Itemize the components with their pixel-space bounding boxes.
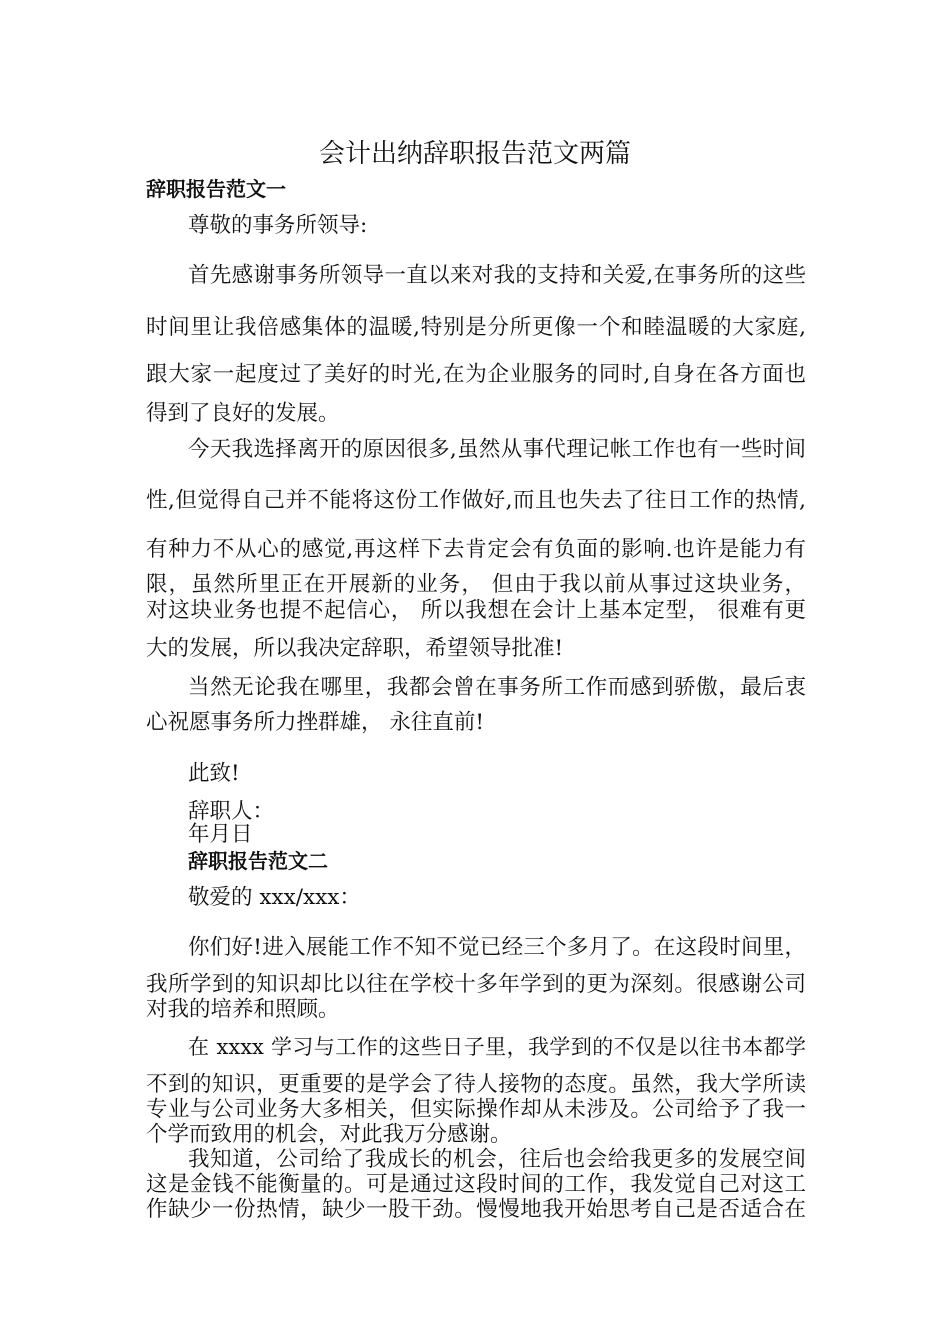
page-title: 会计出纳辞职报告范文两篇	[318, 139, 631, 169]
paragraph-line: 我所学到的知识却比以往在学校十多年学到的更为深刻。很感谢公司	[146, 972, 806, 997]
salutation-2: 敬爱的 xxx/xxx：	[188, 885, 361, 910]
section-heading-2: 辞职报告范文二	[188, 849, 328, 873]
paragraph-line: 性,但觉得自己并不能将这份工作做好,而且也失去了往日工作的热情,	[146, 488, 806, 513]
paragraph-line: 大的发展，所以我决定辞职，希望领导批准!	[146, 636, 564, 661]
paragraph-line: 有种力不从心的感觉,再这样下去肯定会有负面的影响.也许是能力有	[146, 537, 806, 562]
signature-label: 辞职人：	[188, 799, 275, 824]
section-heading-1: 辞职报告范文一	[146, 177, 286, 201]
salutation-1: 尊敬的事务所领导:	[188, 213, 368, 238]
paragraph-line: 今天我选择离开的原因很多,虽然从事代理记帐工作也有一些时间	[188, 437, 806, 462]
paragraph-line: 在 xxxx 学习与工作的这些日子里，我学到的不仅是以往书本都学	[188, 1035, 806, 1059]
paragraph-line: 跟大家一起度过了美好的时光,在为企业服务的同时,自身在各方面也	[146, 362, 806, 387]
closing: 此致!	[188, 761, 240, 786]
paragraph-line: 你们好!进入展能工作不知不觉已经三个多月了。在这段时间里，	[188, 935, 806, 960]
paragraph-line: 这是金钱不能衡量的。可是通过这段时间的工作，我发觉自己对这工	[146, 1172, 806, 1197]
paragraph-line: 专业与公司业务大多相关，但实际操作却从未涉及。公司给予了我一	[146, 1097, 806, 1122]
paragraph-line: 心祝愿事务所力挫群雄， 永往直前!	[146, 710, 484, 735]
paragraph-line: 时间里让我倍感集体的温暖,特别是分所更像一个和睦温暖的大家庭,	[146, 315, 806, 340]
date-label: 年月日	[188, 822, 253, 847]
paragraph-line: 限，虽然所里正在开展新的业务， 但由于我以前从事过这块业务，	[146, 572, 806, 597]
paragraph-line: 个学而致用的机会，对此我万分感谢。	[146, 1122, 512, 1147]
paragraph-line: 当然无论我在哪里，我都会曾在事务所工作而感到骄傲，最后衷	[188, 675, 806, 700]
paragraph-line: 我知道，公司给了我成长的机会，往后也会给我更多的发展空间	[188, 1147, 806, 1172]
paragraph-line: 首先感谢事务所领导一直以来对我的支持和关爱,在事务所的这些	[188, 263, 806, 288]
paragraph-line: 不到的知识，更重要的是学会了待人接物的态度。虽然，我大学所读	[146, 1072, 806, 1097]
paragraph-line: 得到了良好的发展。	[146, 401, 340, 426]
paragraph-line: 对这块业务也提不起信心， 所以我想在会计上基本定型， 很难有更	[146, 598, 806, 623]
paragraph-line: 对我的培养和照顾。	[146, 997, 340, 1022]
paragraph-line: 作缺少一份热情，缺少一股干劲。慢慢地我开始思考自己是否适合在	[146, 1197, 806, 1222]
